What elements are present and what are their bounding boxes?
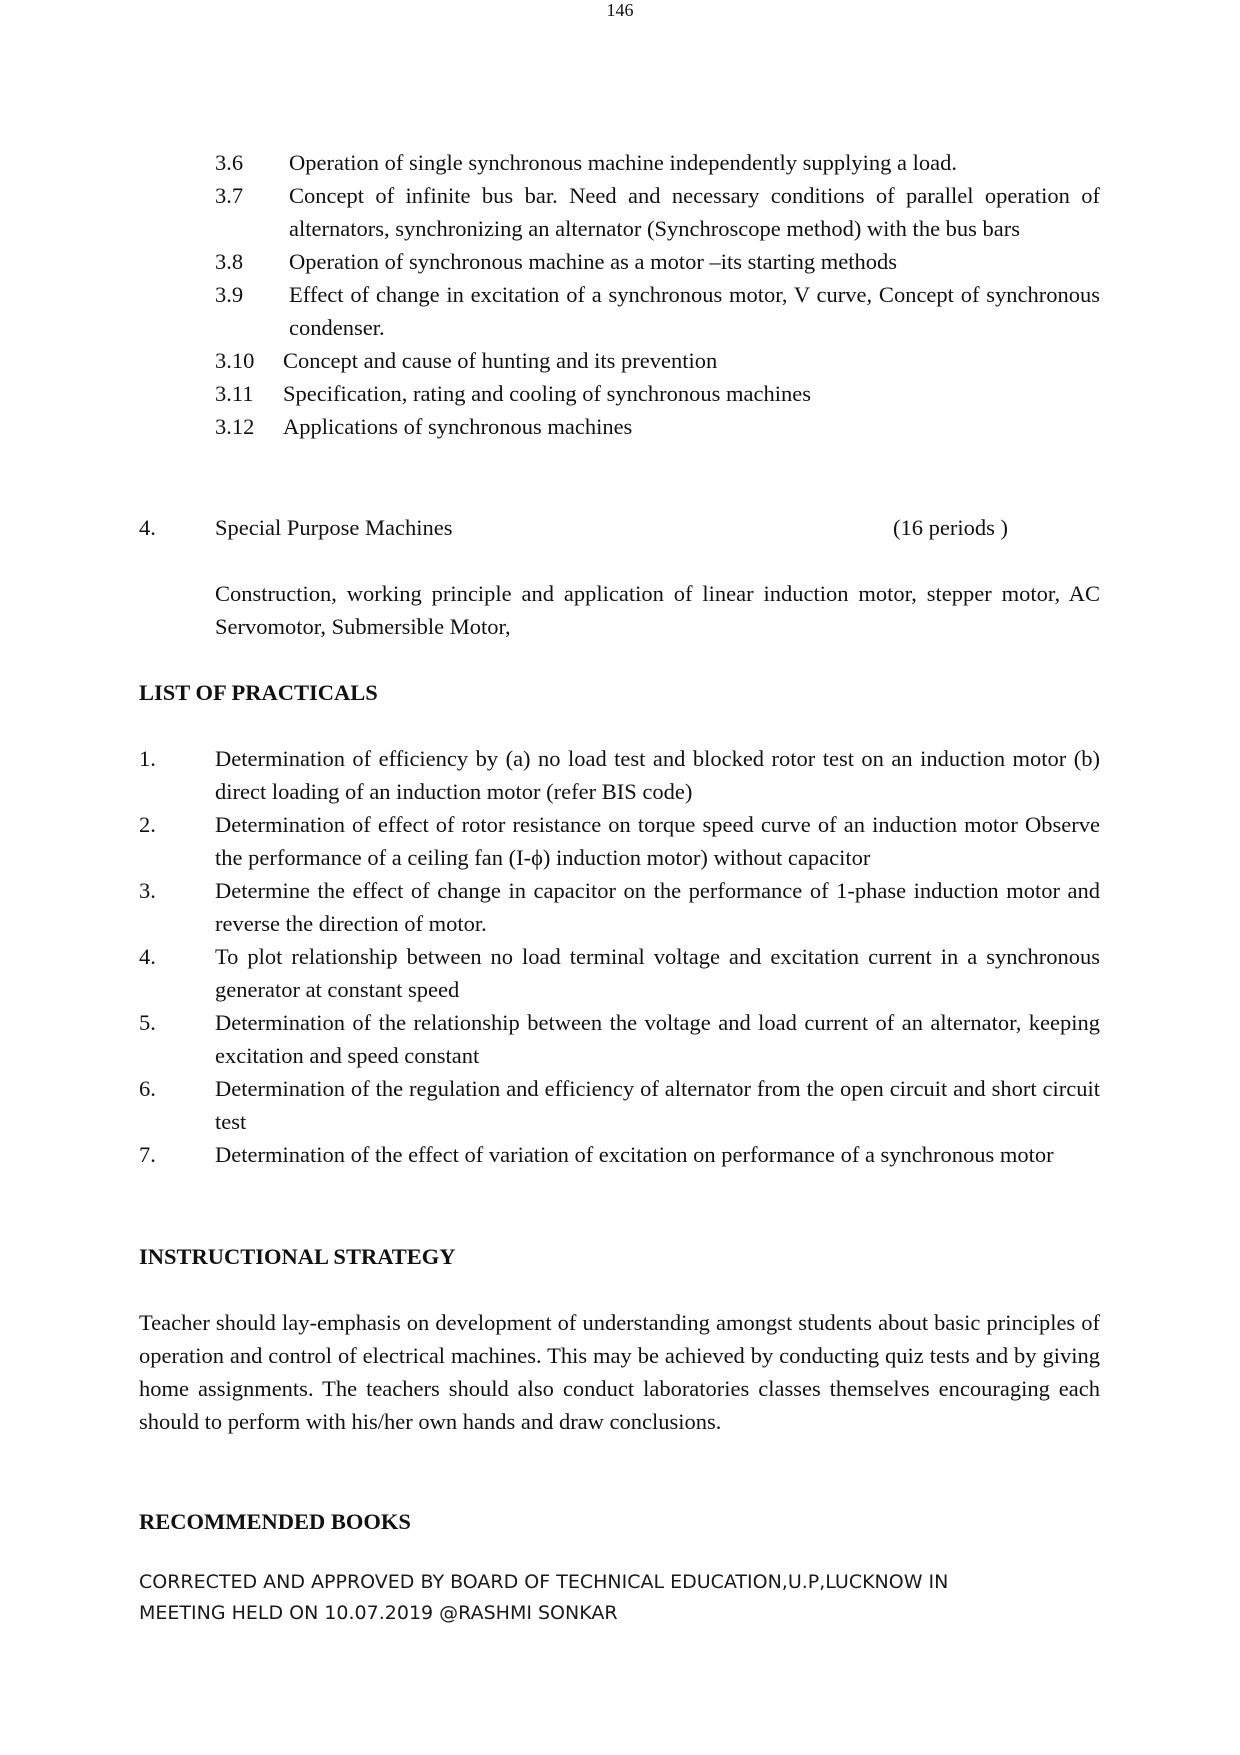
item-number: 6.	[139, 1076, 156, 1101]
page-number: 146	[606, 0, 634, 20]
item-number: 2.	[139, 812, 156, 837]
strategy-heading: INSTRUCTIONAL STRATEGY	[139, 1244, 456, 1269]
item-number: 3.10	[215, 348, 255, 373]
item-number: 1.	[139, 746, 156, 771]
list-item	[215, 179, 1100, 245]
item-text: To plot relationship between no load terminal voltage and excitation current in a synchronous generator at constant speed	[215, 944, 1100, 1002]
list-item	[139, 1072, 1100, 1138]
list-item	[215, 377, 1100, 410]
section4-body: Construction, working principle and application of linear induction motor, stepper motor, AC Servomotor, Submersible Motor,	[215, 581, 1100, 639]
list-item	[215, 146, 1100, 179]
item-text: Specification, rating and cooling of synchronous machines	[283, 381, 811, 406]
item-text: Determination of effect of rotor resistance on torque speed curve of an induction motor Observe the performance of a ceiling fan (I-ϕ) induction motor) without capacitor	[215, 812, 1100, 870]
list-item	[139, 742, 1100, 808]
item-number: 3.7	[215, 183, 244, 208]
footer-line: CORRECTED AND APPROVED BY BOARD OF TECHNICAL EDUCATION,U.P,LUCKNOW IN	[139, 1571, 949, 1593]
item-number: 3.	[139, 878, 156, 903]
item-number: 5.	[139, 1010, 156, 1035]
strategy-body: Teacher should lay-emphasis on development of understanding amongst students about basic principles of operation and control of electrical machines. This may be achieved by conducting quiz tests and by giving home assignments. The teachers should also conduct laboratories classes themselves encouraging each should to perform with his/her own hands and draw conclusions.	[139, 1310, 1100, 1434]
item-text: Operation of synchronous machine as a motor –its starting methods	[289, 249, 898, 274]
item-text: Determine the effect of change in capacitor on the performance of 1-phase induction motor and reverse the direction of motor.	[215, 878, 1100, 936]
list-item	[215, 344, 1100, 377]
item-number: 3.9	[215, 282, 244, 307]
item-text: Determination of the relationship between the voltage and load current of an alternator, keeping excitation and speed constant	[215, 1010, 1100, 1068]
list-item	[215, 410, 1100, 443]
item-text: Determination of efficiency by (a) no load test and blocked rotor test on an induction motor (b) direct loading of an induction motor (refer BIS code)	[215, 746, 1100, 804]
books-heading: RECOMMENDED BOOKS	[139, 1509, 411, 1534]
practicals-list	[139, 742, 1100, 1171]
list-item	[139, 940, 1100, 1006]
item-number: 3.6	[215, 150, 244, 175]
section4-title: Special Purpose Machines	[215, 515, 453, 540]
item-number: 3.12	[215, 414, 255, 439]
item-number: 3.8	[215, 249, 244, 274]
item-number: 3.11	[215, 381, 254, 406]
item-text: Concept of infinite bus bar. Need and necessary conditions of parallel operation of alternators, synchronizing an alternator (Synchroscope method) with the bus bars	[289, 183, 1100, 241]
list-item	[139, 1138, 1100, 1171]
item-text: Operation of single synchronous machine independently supplying a load.	[289, 150, 957, 175]
item-text: Effect of change in excitation of a synchronous motor, V curve, Concept of synchronous condenser.	[289, 282, 1100, 340]
section4-header	[139, 511, 1100, 544]
section4-periods: (16 periods )	[893, 515, 1008, 540]
item-number: 7.	[139, 1142, 156, 1167]
item-text: Concept and cause of hunting and its prevention	[283, 348, 718, 373]
list-item	[215, 278, 1100, 344]
section4-number: 4.	[139, 515, 156, 540]
list-item	[139, 874, 1100, 940]
list-item	[139, 808, 1100, 874]
list-item	[215, 245, 1100, 278]
item-number: 4.	[139, 944, 156, 969]
approval-footer	[139, 1567, 1100, 1629]
item-text: Applications of synchronous machines	[283, 414, 633, 439]
list-item	[139, 1006, 1100, 1072]
practicals-heading: LIST OF PRACTICALS	[139, 680, 378, 705]
item-text: Determination of the effect of variation of excitation on performance of a synchronous motor	[215, 1142, 1054, 1167]
section3-subtopic-list	[215, 146, 1100, 443]
item-text: Determination of the regulation and efficiency of alternator from the open circuit and short circuit test	[215, 1076, 1100, 1134]
footer-line: MEETING HELD ON 10.07.2019 @RASHMI SONKAR	[139, 1602, 618, 1624]
